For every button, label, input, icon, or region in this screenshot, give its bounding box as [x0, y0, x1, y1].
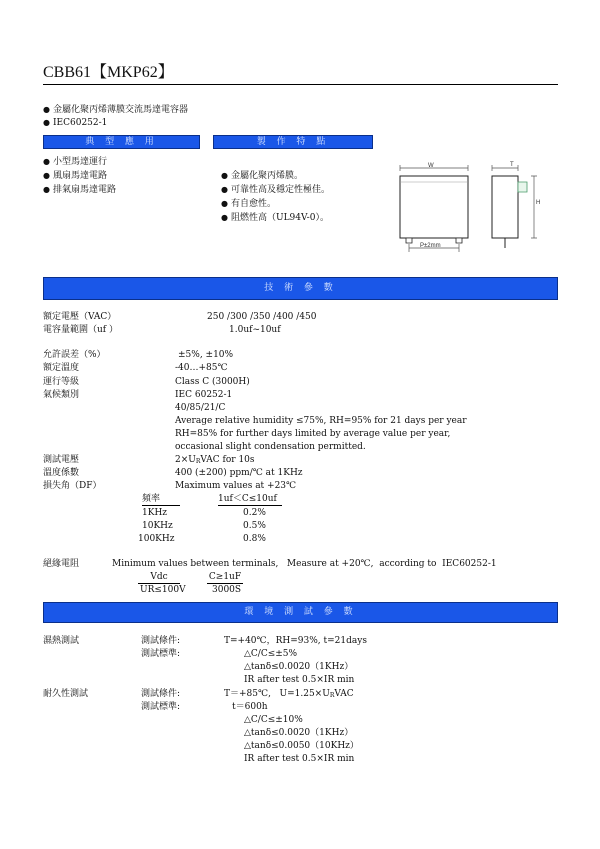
spec-value: 400 (±200) ppm/℃ at 1KHz — [175, 468, 303, 478]
env-std: △C/C≤±10% — [244, 715, 303, 725]
spec-label: 損失角（DF） — [43, 481, 102, 491]
ir-row-value: 3000S — [212, 585, 242, 595]
climate-line: Average relative humidity ≤75%, RH=95% for 21 days per year — [175, 416, 467, 426]
application-item: ● 排氣扇馬達電路 — [43, 183, 116, 197]
df-freq: 10KHz — [142, 521, 173, 531]
env-std: △tanδ≤0.0020（1KHz） — [244, 662, 354, 672]
tech-params-bar: 技 術 參 數 — [43, 277, 558, 300]
env-cond-label: 測試條件: — [141, 689, 181, 699]
test-voltage-value: $2\times U_RVAC$ for 10s — [175, 455, 255, 465]
spec-label: 電容量範圍（uf ） — [43, 325, 118, 335]
spec-label: 氣候類別 — [43, 390, 80, 400]
capacitor-side-diagram — [488, 164, 548, 256]
spec-value: -40…+85℃ — [175, 363, 228, 373]
feature-item: ● 有自愈性。 — [221, 197, 276, 211]
side-height-label: H — [536, 200, 541, 206]
spec-value: 250 /300 /350 /400 /450 — [207, 312, 317, 322]
env-cond-label: 測試條件: — [141, 636, 181, 646]
climate-line: occasional slight condensation permitted. — [175, 442, 366, 452]
spec-label: 允許誤差（%） — [43, 350, 106, 360]
spec-value: ±5%, ±10% — [178, 350, 234, 360]
climate-line: RH=85% for further days limited by average value per year, — [175, 429, 451, 439]
ir-row-vdc: UR≤100V — [140, 585, 186, 595]
intro-item: ● IEC60252-1 — [43, 116, 107, 130]
climate-line: 40/85/21/C — [175, 403, 226, 413]
application-item: ● 風扇馬達電路 — [43, 169, 107, 183]
pitch-label: P±2mm — [420, 243, 441, 249]
spec-label: 測試電壓 — [43, 455, 80, 465]
title-divider — [43, 84, 558, 85]
env-label: 濕熱測試 — [43, 636, 80, 646]
df-value: 0.2% — [243, 508, 266, 518]
spec-value: Minimum values between terminals, Measure at +20℃, according to IEC60252-1 — [112, 559, 497, 569]
env-std: IR after test 0.5×IR min — [244, 754, 355, 764]
feature-item: ● 可靠性高及穩定性極佳。 — [221, 183, 330, 197]
df-value: 0.8% — [243, 534, 266, 544]
feature-item: ● 阻燃性高（UL94V-0）。 — [221, 211, 329, 225]
intro-item: ● 金屬化聚丙烯薄膜交流馬達電容器 — [43, 103, 188, 117]
applications-bar: 典 型 應 用 — [43, 135, 200, 149]
env-std: IR after test 0.5×IR min — [244, 675, 355, 685]
env-std: △tanδ≤0.0020（1KHz） — [244, 728, 354, 738]
spec-value: 1.0uf~10uf — [229, 325, 281, 335]
env-std-label: 測試標準: — [141, 649, 181, 659]
spec-label: 運行等級 — [43, 377, 80, 387]
df-value: 0.5% — [243, 521, 266, 531]
df-header-cap: 1uf＜C≤10uf — [218, 493, 282, 506]
spec-value: Class C (3000H) — [175, 377, 250, 387]
env-cond-value: T＝+85℃, $U=1.25\times U_RVAC$ — [224, 689, 354, 699]
front-width-label: W — [428, 163, 434, 169]
ir-header-vdc: Vdc — [138, 571, 180, 584]
env-cond-value: T=+40℃，RH=93%, t=21days — [224, 636, 367, 646]
feature-item: ● 金屬化聚丙烯膜。 — [221, 169, 303, 183]
spec-label: 額定電壓（VAC） — [43, 312, 117, 322]
page-title: CBB61【MKP62】 — [43, 64, 174, 81]
env-tests-bar: 環 境 測 試 參 數 — [43, 602, 558, 623]
df-header-freq: 頻率 — [142, 493, 180, 506]
env-std: △C/C≤±5% — [244, 649, 298, 659]
spec-label: 絕緣電阻 — [43, 559, 80, 569]
climate-line: IEC 60252-1 — [175, 390, 233, 400]
env-std-label: 測試標準: — [141, 702, 181, 712]
spec-label: 溫度係數 — [43, 468, 80, 478]
env-std: △tanδ≤0.0050（10KHz） — [244, 741, 359, 751]
df-freq: 1KHz — [142, 508, 168, 518]
df-freq: 100KHz — [138, 534, 175, 544]
spec-value: Maximum values at +23℃ — [175, 481, 297, 491]
env-std: t＝600h — [232, 702, 268, 712]
env-label: 耐久性測試 — [43, 689, 89, 699]
features-bar: 製 作 特 點 — [213, 135, 373, 149]
side-top-label: T — [510, 162, 514, 168]
application-item: ● 小型馬達運行 — [43, 155, 107, 169]
ir-header-cap: C≥1uF — [208, 572, 242, 582]
spec-label: 額定溫度 — [43, 363, 80, 373]
